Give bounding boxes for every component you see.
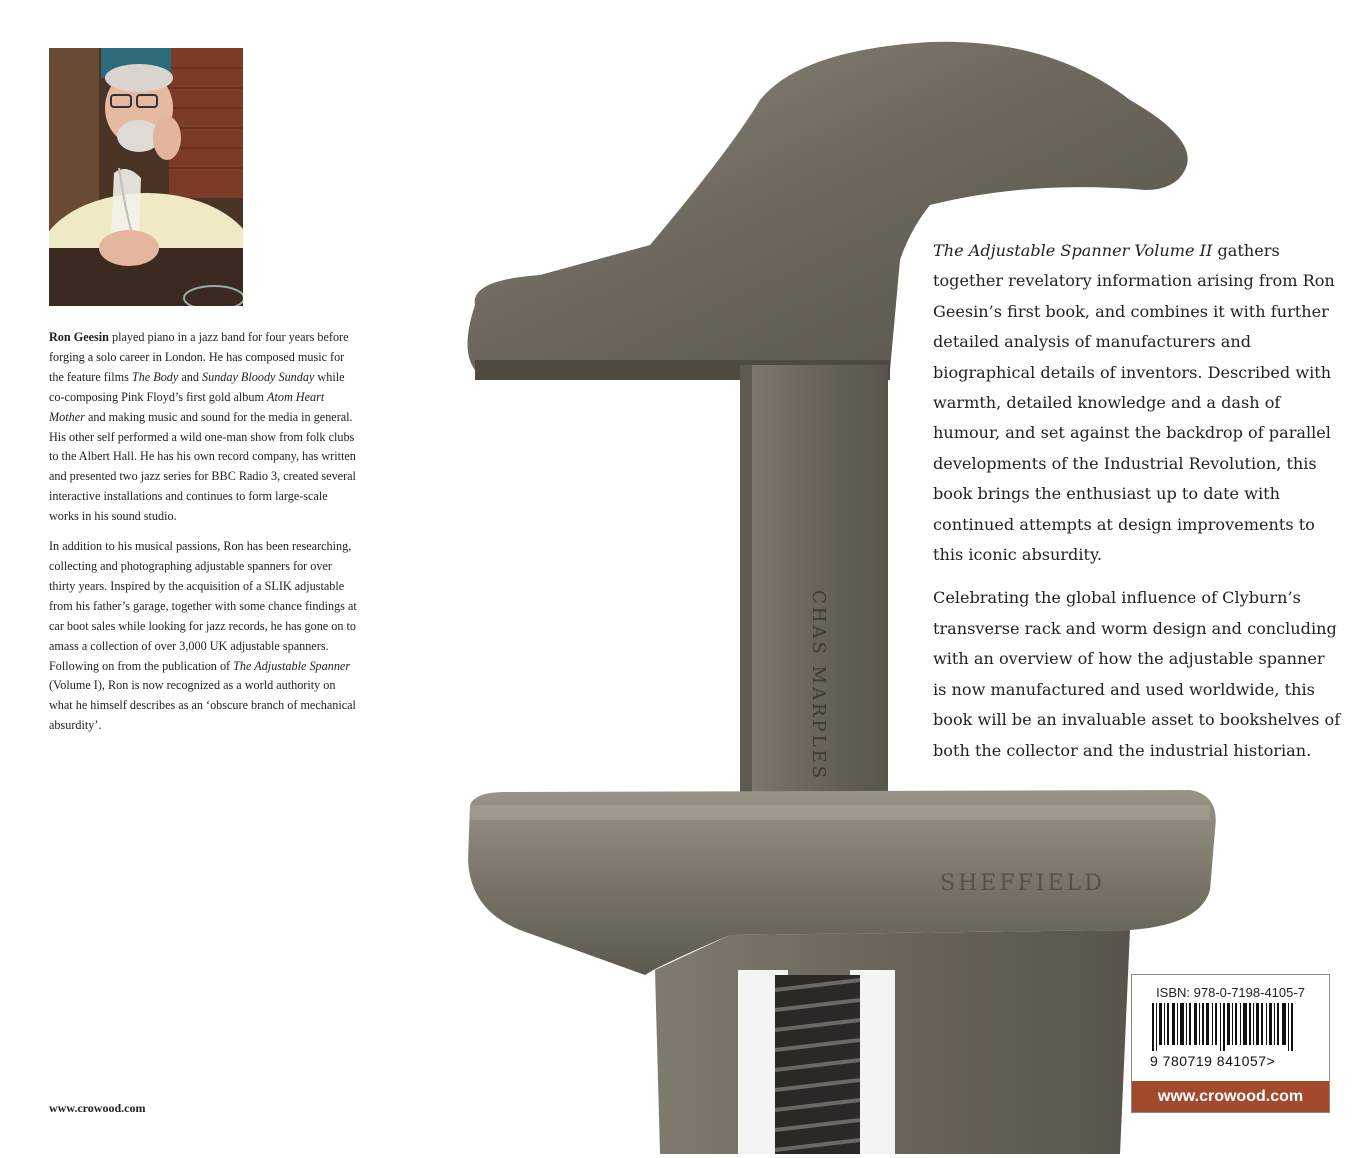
author-portrait-icon (49, 48, 243, 306)
barcode-arrow: > (1266, 1053, 1276, 1069)
blurb-paragraph-2: Celebrating the global influence of Clyburn’s transverse rack and worm design and concluding with an overview of how the adjustable spanner is now manufactured and used worldwide, this book will be an invaluable asset to bookshelves of both the collector and the industrial historian. (933, 588, 1341, 760)
book-blurb (933, 236, 1343, 779)
bio-text: and making music and sound for the media in general. His other self performed a wild one-man show from folk clubs to the Albert Hall. He has his own record company, has written and presented two jazz series for BBC Radio 3, created several interactive installations and continues to form large-scale works in his sound studio. (49, 409, 356, 524)
book-title: The Adjustable Spanner (233, 658, 351, 673)
publisher-website-badge[interactable]: www.crowood.com (1132, 1081, 1329, 1112)
bio-text: (Volume I), Ron is now recognized as a world authority on what he himself describes as an ‘obscure branch of mechanical absurdity’. (49, 678, 356, 733)
isbn-label: ISBN: 978-0-7198-4105-7 (1156, 985, 1305, 1000)
bio-text: and (178, 369, 202, 384)
stamp-sheffield: SHEFFIELD (940, 871, 1105, 896)
film-title: The Body (131, 369, 179, 384)
author-bio (49, 328, 359, 746)
publisher-website[interactable]: www.crowood.com (49, 1101, 146, 1115)
stamp-chas-marples: CHAS MARPLES (808, 590, 829, 782)
film-title: Sunday Bloody Sunday (202, 369, 315, 384)
barcode-icon (1146, 1003, 1316, 1051)
bio-paragraph-2 (49, 537, 359, 736)
barcode-panel (1131, 974, 1330, 1113)
bio-paragraph-1 (49, 328, 359, 527)
book-title: The Adjustable Spanner Volume II (933, 241, 1213, 260)
album-title: Atom Heart Mother (49, 389, 325, 424)
barcode-digits (1150, 1053, 1275, 1069)
author-name: Ron Geesin (49, 330, 109, 344)
blurb-text: gathers together revelatory information arising from Ron Geesin’s first book, and combines it with further detailed analysis of manufacturers and biographical details of inventors. Described with warmth, detailed knowledge and a dash of humour, and set against the backdrop of parallel developments of the Industrial Revolution, this book brings the enthusiast up to date with continued attempts at design improvements to this iconic absurdity. (933, 241, 1335, 565)
author-photo (49, 48, 243, 306)
bio-text: In addition to his musical passions, Ron has been researching, collecting and photographing adjustable spanners for over thirty years. Inspired by the acquisition of a SLIK adjustable from his father’s garage, together with some chance findings at car boot sales while looking for jazz records, he has gone on to amass a collection of over 3,000 UK adjustable spanners. Following on from the publication of (49, 539, 357, 673)
barcode-number: 9 780719 841057 (1150, 1053, 1267, 1069)
bio-text: played piano in a jazz band for four years before forging a solo career in London. He has composed music for the feature films (49, 330, 349, 384)
bio-text: while co-composing Pink Floyd’s first gold album (49, 369, 345, 404)
blurb-paragraph-1 (933, 236, 1343, 570)
